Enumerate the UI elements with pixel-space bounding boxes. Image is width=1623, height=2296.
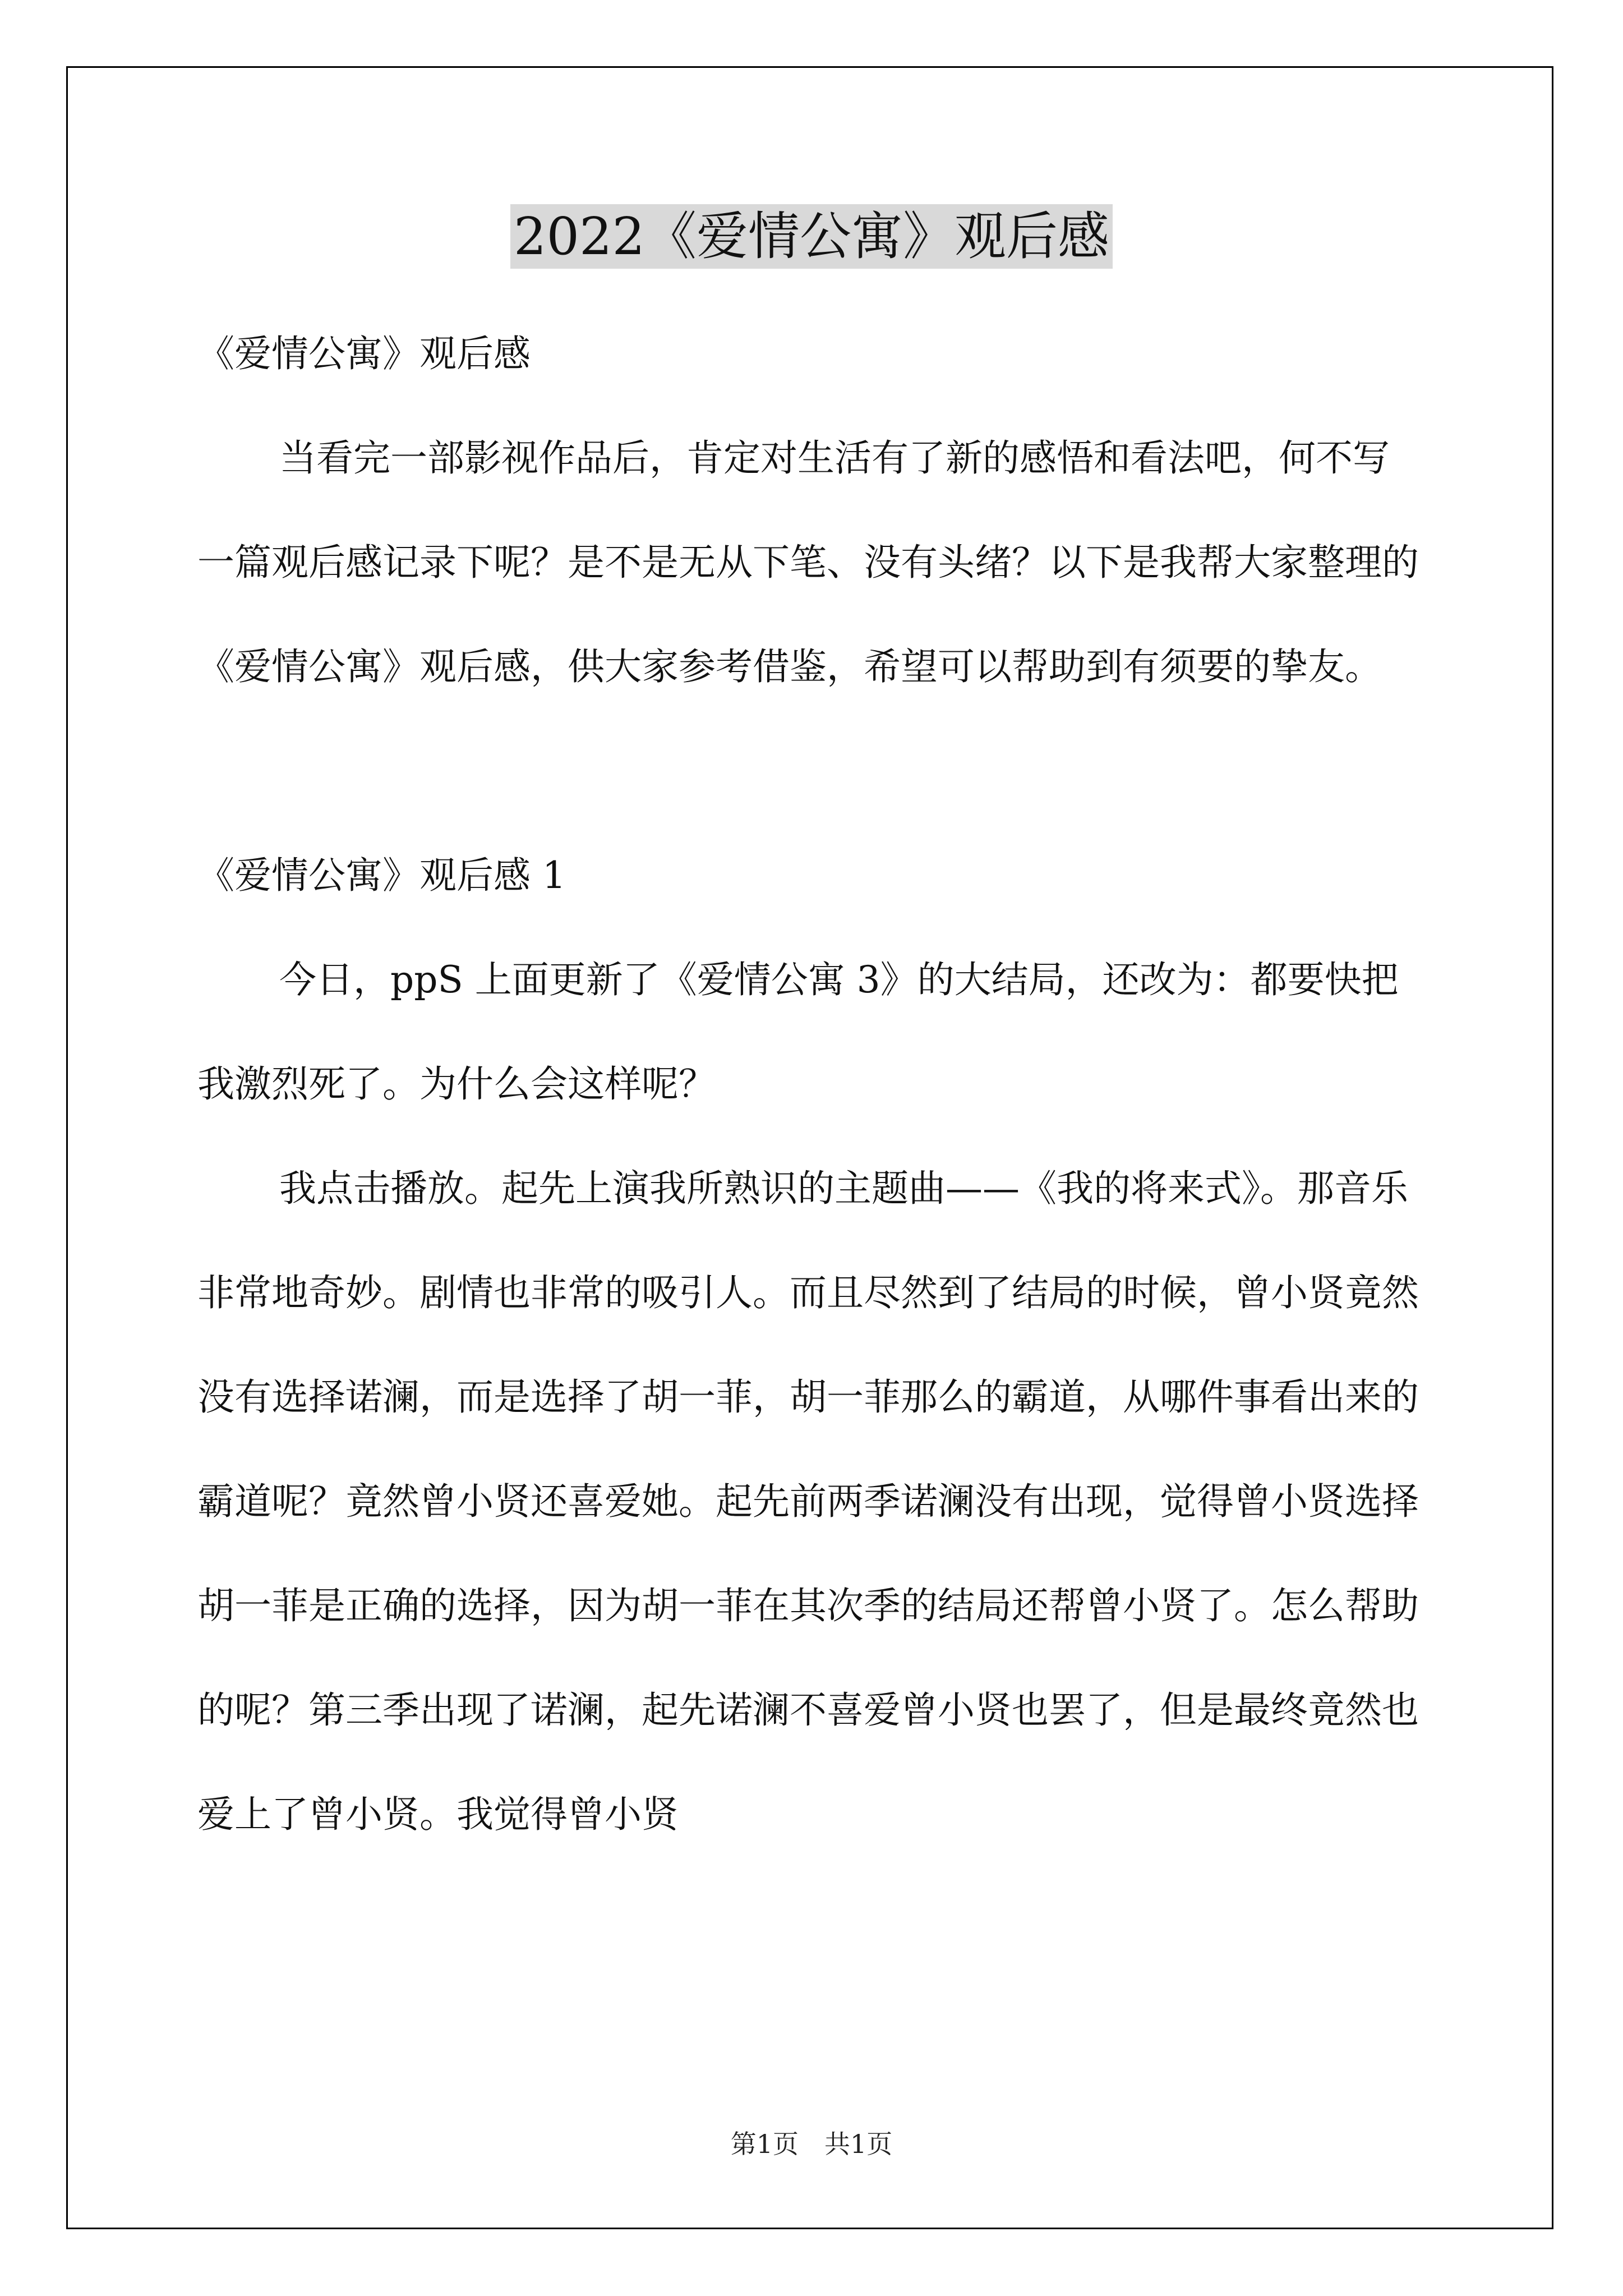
section-spacer (197, 719, 1426, 823)
document-title (0, 197, 1623, 276)
document-body (197, 302, 1426, 1867)
page-number: 第1页 (730, 2129, 799, 2159)
body-paragraph-2: 我点击播放。起先上演我所熟识的主题曲——《我的将来式》。那音乐非常地奇妙。剧情也非常的吸引人。而且尽然到了结局的时候，曾小贤竟然没有选择诺澜，而是选择了胡一菲，胡一菲那么的霸道，从哪件事看出来的霸道呢？竟然曾小贤还喜爱她。起先前两季诺澜没有出现，觉得曾小贤选择胡一菲是正确的选择，因为胡一菲在其次季的结局还帮曾小贤了。怎么帮助的呢？第三季出现了诺澜，起先诺澜不喜爱曾小贤也罢了，但是最终竟然也爱上了曾小贤。我觉得曾小贤 (197, 1167, 1419, 1836)
intro-paragraph: 当看完一部影视作品后，肯定对生活有了新的感悟和看法吧，何不写一篇观后感记录下呢？是不是无从下笔、没有头绪？以下是我帮大家整理的《爱情公寓》观后感，供大家参考借鉴，希望可以帮助到有须要的挚友。 (197, 436, 1419, 688)
section-heading-1: 《爱情公寓》观后感 1 (197, 854, 566, 897)
intro-heading: 《爱情公寓》观后感 (197, 332, 531, 375)
body-paragraph-1: 今日，ppS 上面更新了《爱情公寓 3》的大结局，还改为：都要快把我激烈死了。为什么会这样呢？ (197, 958, 1399, 1106)
page-total: 共1页 (824, 2129, 893, 2159)
page-footer (0, 2127, 1623, 2161)
document-title-text: 2022《爱情公寓》观后感 (510, 204, 1113, 269)
